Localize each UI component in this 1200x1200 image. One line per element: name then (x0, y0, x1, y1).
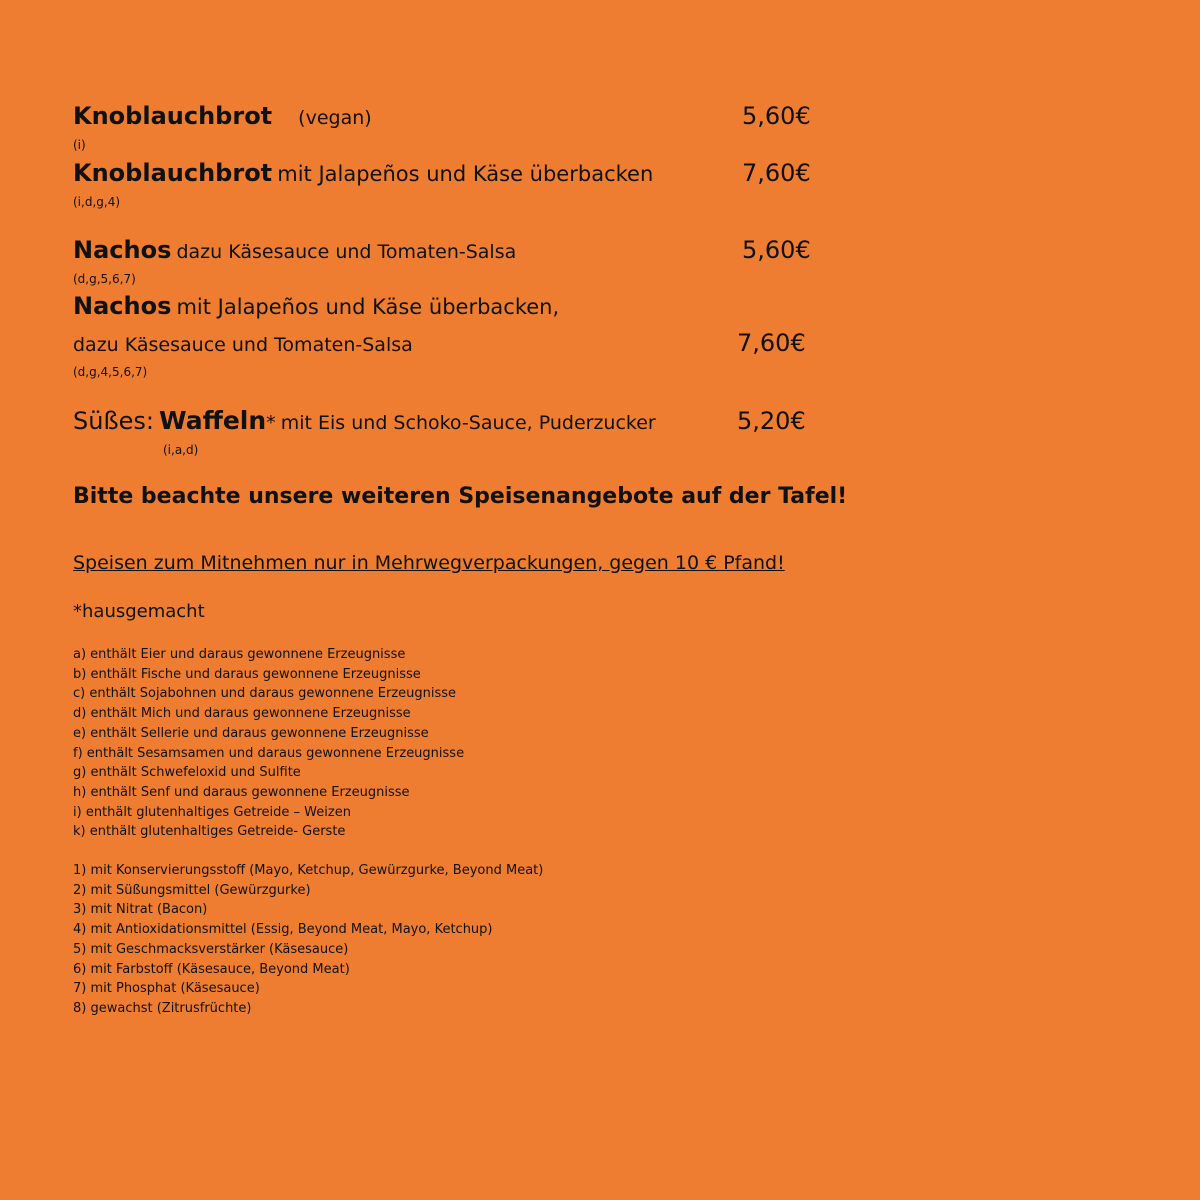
tafel-notice: Bitte beachte unsere weiteren Speisenangebote auf der Tafel! (73, 484, 848, 509)
item-name: Knoblauchbrot (73, 102, 273, 130)
item-description-line2: dazu Käsesauce und Tomaten-Salsa (73, 334, 413, 356)
item-description: mit Jalapeños und Käse überbacken, (176, 295, 560, 319)
legend-item: h) enthält Senf und daraus gewonnene Erzeugnisse (73, 784, 410, 800)
legend-item: c) enthält Sojabohnen und daraus gewonnene Erzeugnisse (73, 686, 457, 702)
item-allergens: (i,a,d) (163, 443, 199, 457)
homemade-star: * (266, 412, 276, 434)
legend-item: 6) mit Farbstoff (Käsesauce, Beyond Meat) (73, 961, 350, 977)
item-name: Knoblauchbrot (73, 159, 273, 187)
item-allergens: (i) (73, 138, 86, 152)
takeaway-notice: Speisen zum Mitnehmen nur in Mehrwegverpackungen, gegen 10 € Pfand! (73, 552, 785, 574)
legend-item: 2) mit Süßungsmittel (Gewürzgurke) (73, 882, 311, 898)
legend-item: 1) mit Konservierungsstoff (Mayo, Ketchup, Gewürzgurke, Beyond Meat) (73, 863, 544, 878)
menu-item-knoblauchbrot-vegan (73, 102, 372, 130)
legend-item: b) enthält Fische und daraus gewonnene Erzeugnisse (73, 666, 421, 682)
item-description: mit Jalapeños und Käse überbacken (277, 162, 654, 186)
item-allergens: (i,d,g,4) (73, 195, 121, 209)
item-price: 5,60€ (742, 236, 811, 264)
item-name: Waffeln (159, 406, 267, 435)
item-price: 7,60€ (737, 329, 806, 357)
item-name: Nachos (73, 236, 172, 264)
item-description: dazu Käsesauce und Tomaten-Salsa (176, 241, 517, 263)
menu-item-knoblauchbrot-jalapenos (73, 159, 653, 187)
legend-item: g) enthält Schwefeloxid und Sulfite (73, 765, 301, 781)
legend-item: f) enthält Sesamsamen und daraus gewonnene Erzeugnisse (73, 745, 465, 761)
legend-item: 8) gewachst (Zitrusfrüchte) (73, 1000, 252, 1016)
sweets-prefix: Süßes: (73, 407, 154, 435)
item-description: mit Eis und Schoko-Sauce, Puderzucker (280, 412, 656, 434)
additive-legend (73, 861, 543, 1019)
legend-item: k) enthält glutenhaltiges Getreide- Gerste (73, 824, 346, 840)
legend-item: 4) mit Antioxidationsmittel (Essig, Beyond Meat, Mayo, Ketchup) (73, 922, 493, 938)
homemade-note: *hausgemacht (73, 601, 205, 622)
item-price: 5,60€ (742, 102, 811, 130)
menu-item-nachos (73, 236, 516, 264)
legend-item: d) enthält Mich und daraus gewonnene Erzeugnisse (73, 706, 411, 722)
item-price: 7,60€ (742, 159, 811, 187)
item-price: 5,20€ (737, 407, 806, 435)
menu-item-nachos-jalapenos (73, 292, 559, 320)
item-name: Nachos (73, 292, 172, 320)
legend-item: 3) mit Nitrat (Bacon) (73, 902, 208, 918)
allergen-legend (73, 645, 464, 842)
item-allergens: (d,g,5,6,7) (73, 272, 136, 286)
legend-item: i) enthält glutenhaltiges Getreide – Weizen (73, 804, 351, 820)
legend-item: 7) mit Phosphat (Käsesauce) (73, 981, 260, 997)
legend-item: 5) mit Geschmacksverstärker (Käsesauce) (73, 941, 349, 957)
item-tag: (vegan) (298, 107, 372, 129)
menu-item-waffeln (73, 406, 656, 435)
item-allergens: (d,g,4,5,6,7) (73, 365, 148, 379)
legend-item: e) enthält Sellerie und daraus gewonnene Erzeugnisse (73, 725, 429, 741)
legend-item: a) enthält Eier und daraus gewonnene Erzeugnisse (73, 647, 406, 662)
